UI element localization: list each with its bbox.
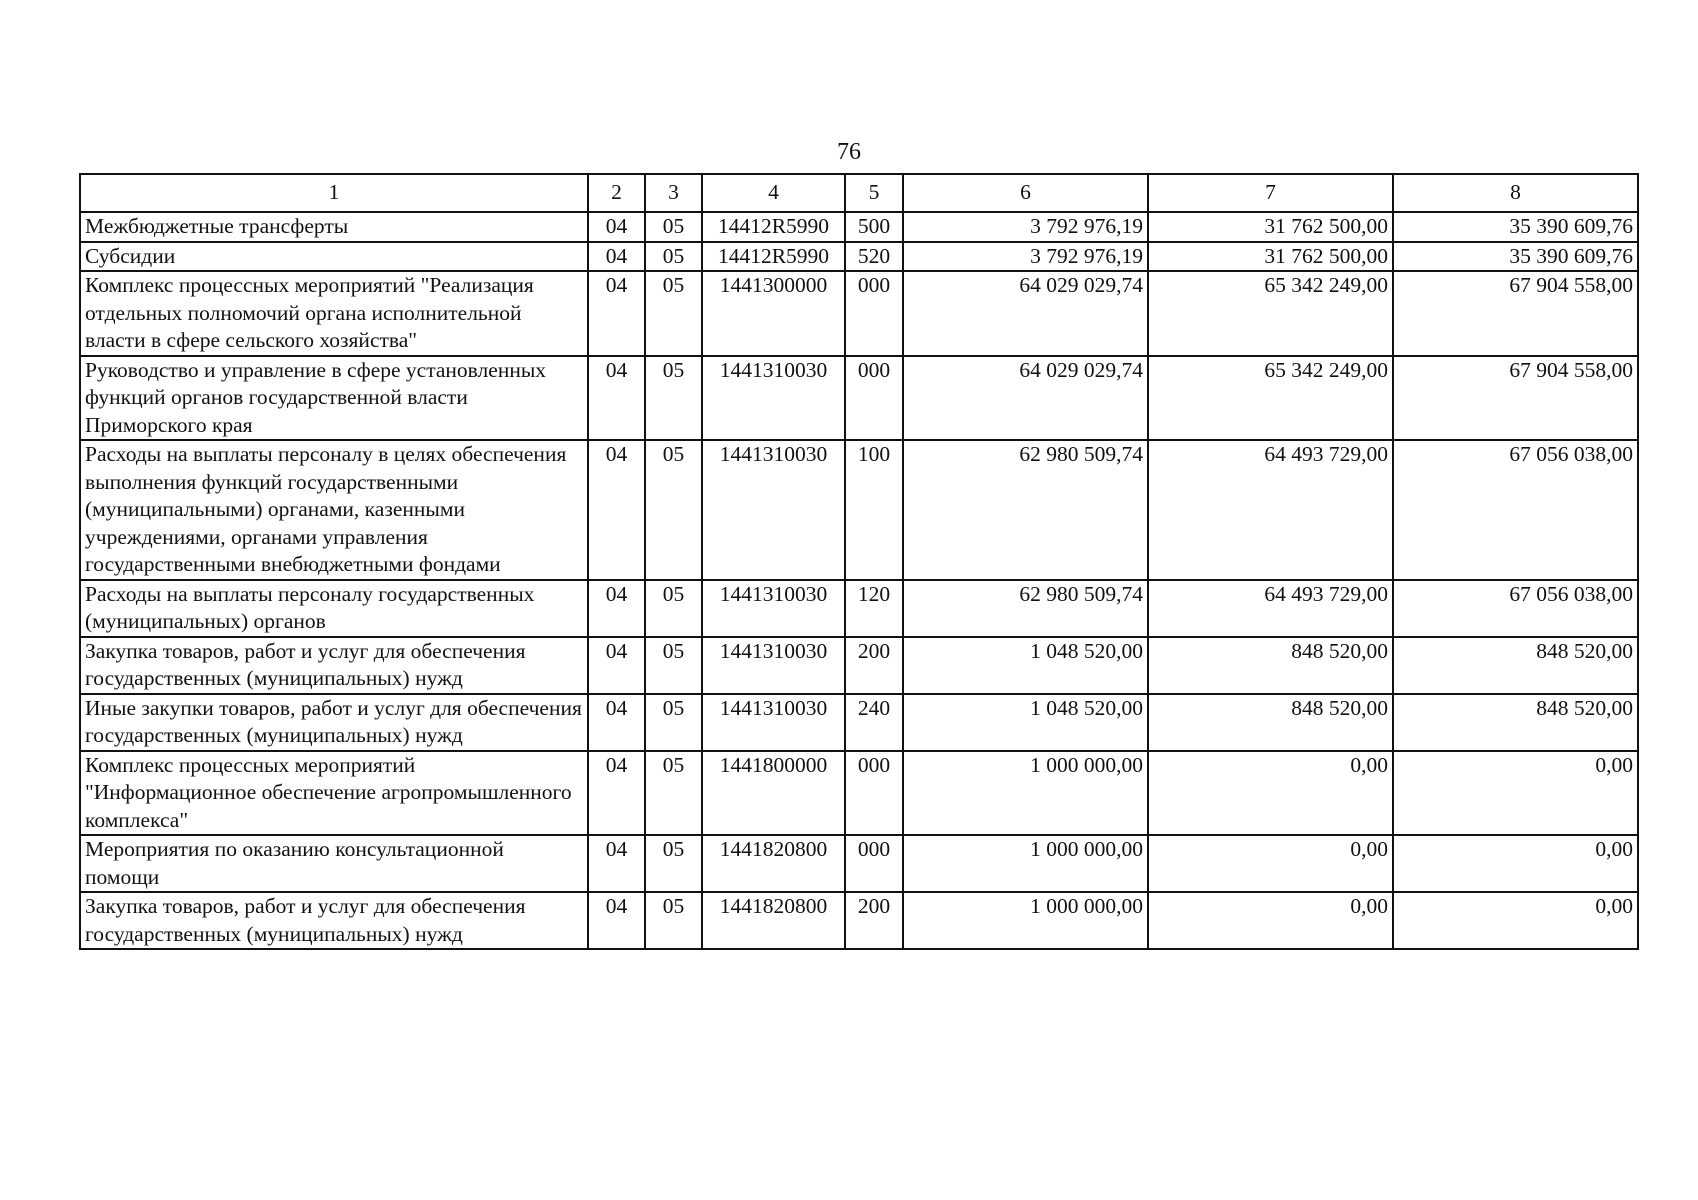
- row-amount-col8: 67 056 038,00: [1393, 440, 1638, 580]
- row-amount-col6: 64 029 029,74: [903, 356, 1148, 441]
- table-row: [80, 271, 1638, 356]
- page-number: 76: [837, 139, 861, 165]
- table-row: [80, 242, 1638, 272]
- row-expense-type: 120: [845, 580, 903, 637]
- header-col-7: 7: [1148, 174, 1393, 212]
- header-col-6: 6: [903, 174, 1148, 212]
- row-expense-type: 000: [845, 835, 903, 892]
- table-row: [80, 212, 1638, 242]
- row-amount-col8: 67 904 558,00: [1393, 271, 1638, 356]
- row-section: 04: [588, 835, 645, 892]
- row-target-code: 1441820800: [702, 892, 845, 949]
- row-subsection: 05: [645, 637, 702, 694]
- row-section: 04: [588, 580, 645, 637]
- row-subsection: 05: [645, 242, 702, 272]
- row-target-code: 14412R5990: [702, 212, 845, 242]
- row-target-code: 1441310030: [702, 580, 845, 637]
- row-amount-col6: 1 048 520,00: [903, 637, 1148, 694]
- row-name: Субсидии: [80, 242, 588, 272]
- table-row: [80, 892, 1638, 949]
- row-amount-col8: 848 520,00: [1393, 694, 1638, 751]
- row-expense-type: 000: [845, 356, 903, 441]
- header-col-3: 3: [645, 174, 702, 212]
- row-name: Комплекс процессных мероприятий "Реализация отдельных полномочий органа исполнительной власти в сфере сельского хозяйства": [80, 271, 588, 356]
- row-section: 04: [588, 440, 645, 580]
- row-expense-type: 500: [845, 212, 903, 242]
- row-section: 04: [588, 694, 645, 751]
- row-amount-col6: 1 000 000,00: [903, 835, 1148, 892]
- row-amount-col6: 1 000 000,00: [903, 751, 1148, 836]
- row-subsection: 05: [645, 892, 702, 949]
- table-row: [80, 356, 1638, 441]
- row-amount-col8: 35 390 609,76: [1393, 212, 1638, 242]
- row-subsection: 05: [645, 751, 702, 836]
- header-row: [80, 174, 1638, 212]
- row-expense-type: 200: [845, 637, 903, 694]
- row-amount-col6: 3 792 976,19: [903, 242, 1148, 272]
- row-amount-col7: 31 762 500,00: [1148, 212, 1393, 242]
- row-target-code: 1441310030: [702, 440, 845, 580]
- table-row: [80, 835, 1638, 892]
- row-name: Мероприятия по оказанию консультационной помощи: [80, 835, 588, 892]
- row-target-code: 1441800000: [702, 751, 845, 836]
- row-name: Закупка товаров, работ и услуг для обеспечения государственных (муниципальных) нужд: [80, 892, 588, 949]
- row-amount-col6: 62 980 509,74: [903, 580, 1148, 637]
- row-section: 04: [588, 242, 645, 272]
- row-target-code: 14412R5990: [702, 242, 845, 272]
- row-name: Закупка товаров, работ и услуг для обеспечения государственных (муниципальных) нужд: [80, 637, 588, 694]
- row-name: Руководство и управление в сфере установленных функций органов государственной власти Приморского края: [80, 356, 588, 441]
- row-section: 04: [588, 212, 645, 242]
- row-target-code: 1441310030: [702, 356, 845, 441]
- row-subsection: 05: [645, 440, 702, 580]
- row-amount-col6: 62 980 509,74: [903, 440, 1148, 580]
- budget-table: [79, 173, 1639, 950]
- row-amount-col7: 65 342 249,00: [1148, 356, 1393, 441]
- row-amount-col8: 0,00: [1393, 835, 1638, 892]
- row-section: 04: [588, 892, 645, 949]
- row-amount-col8: 848 520,00: [1393, 637, 1638, 694]
- row-section: 04: [588, 356, 645, 441]
- row-expense-type: 000: [845, 751, 903, 836]
- row-target-code: 1441310030: [702, 694, 845, 751]
- row-amount-col8: 0,00: [1393, 751, 1638, 836]
- table-row: [80, 751, 1638, 836]
- row-amount-col8: 67 056 038,00: [1393, 580, 1638, 637]
- row-expense-type: 240: [845, 694, 903, 751]
- row-amount-col7: 64 493 729,00: [1148, 440, 1393, 580]
- row-amount-col7: 64 493 729,00: [1148, 580, 1393, 637]
- table-row: [80, 580, 1638, 637]
- row-amount-col8: 35 390 609,76: [1393, 242, 1638, 272]
- row-section: 04: [588, 637, 645, 694]
- row-subsection: 05: [645, 835, 702, 892]
- row-amount-col7: 65 342 249,00: [1148, 271, 1393, 356]
- row-amount-col7: 0,00: [1148, 751, 1393, 836]
- header-col-1: 1: [80, 174, 588, 212]
- header-col-8: 8: [1393, 174, 1638, 212]
- row-target-code: 1441310030: [702, 637, 845, 694]
- row-amount-col6: 1 048 520,00: [903, 694, 1148, 751]
- row-amount-col7: 31 762 500,00: [1148, 242, 1393, 272]
- row-section: 04: [588, 751, 645, 836]
- row-target-code: 1441820800: [702, 835, 845, 892]
- row-amount-col6: 64 029 029,74: [903, 271, 1148, 356]
- row-expense-type: 100: [845, 440, 903, 580]
- row-name: Иные закупки товаров, работ и услуг для обеспечения государственных (муниципальных) нужд: [80, 694, 588, 751]
- row-expense-type: 200: [845, 892, 903, 949]
- row-amount-col8: 67 904 558,00: [1393, 356, 1638, 441]
- row-subsection: 05: [645, 271, 702, 356]
- row-amount-col6: 3 792 976,19: [903, 212, 1148, 242]
- row-subsection: 05: [645, 212, 702, 242]
- row-name: Расходы на выплаты персоналу государственных (муниципальных) органов: [80, 580, 588, 637]
- row-name: Межбюджетные трансферты: [80, 212, 588, 242]
- row-amount-col6: 1 000 000,00: [903, 892, 1148, 949]
- row-subsection: 05: [645, 356, 702, 441]
- row-expense-type: 000: [845, 271, 903, 356]
- row-target-code: 1441300000: [702, 271, 845, 356]
- table-row: [80, 694, 1638, 751]
- row-amount-col7: 848 520,00: [1148, 694, 1393, 751]
- header-col-2: 2: [588, 174, 645, 212]
- header-col-5: 5: [845, 174, 903, 212]
- row-subsection: 05: [645, 694, 702, 751]
- row-expense-type: 520: [845, 242, 903, 272]
- row-amount-col8: 0,00: [1393, 892, 1638, 949]
- row-section: 04: [588, 271, 645, 356]
- row-amount-col7: 0,00: [1148, 835, 1393, 892]
- row-name: Комплекс процессных мероприятий "Информационное обеспечение агропромышленного комплекса": [80, 751, 588, 836]
- header-col-4: 4: [702, 174, 845, 212]
- table-row: [80, 637, 1638, 694]
- row-subsection: 05: [645, 580, 702, 637]
- table-row: [80, 440, 1638, 580]
- row-amount-col7: 848 520,00: [1148, 637, 1393, 694]
- row-amount-col7: 0,00: [1148, 892, 1393, 949]
- row-name: Расходы на выплаты персоналу в целях обеспечения выполнения функций государственными (муниципальными) органами, казенными учреждениями, органами управления государственными внебюджетными фондами: [80, 440, 588, 580]
